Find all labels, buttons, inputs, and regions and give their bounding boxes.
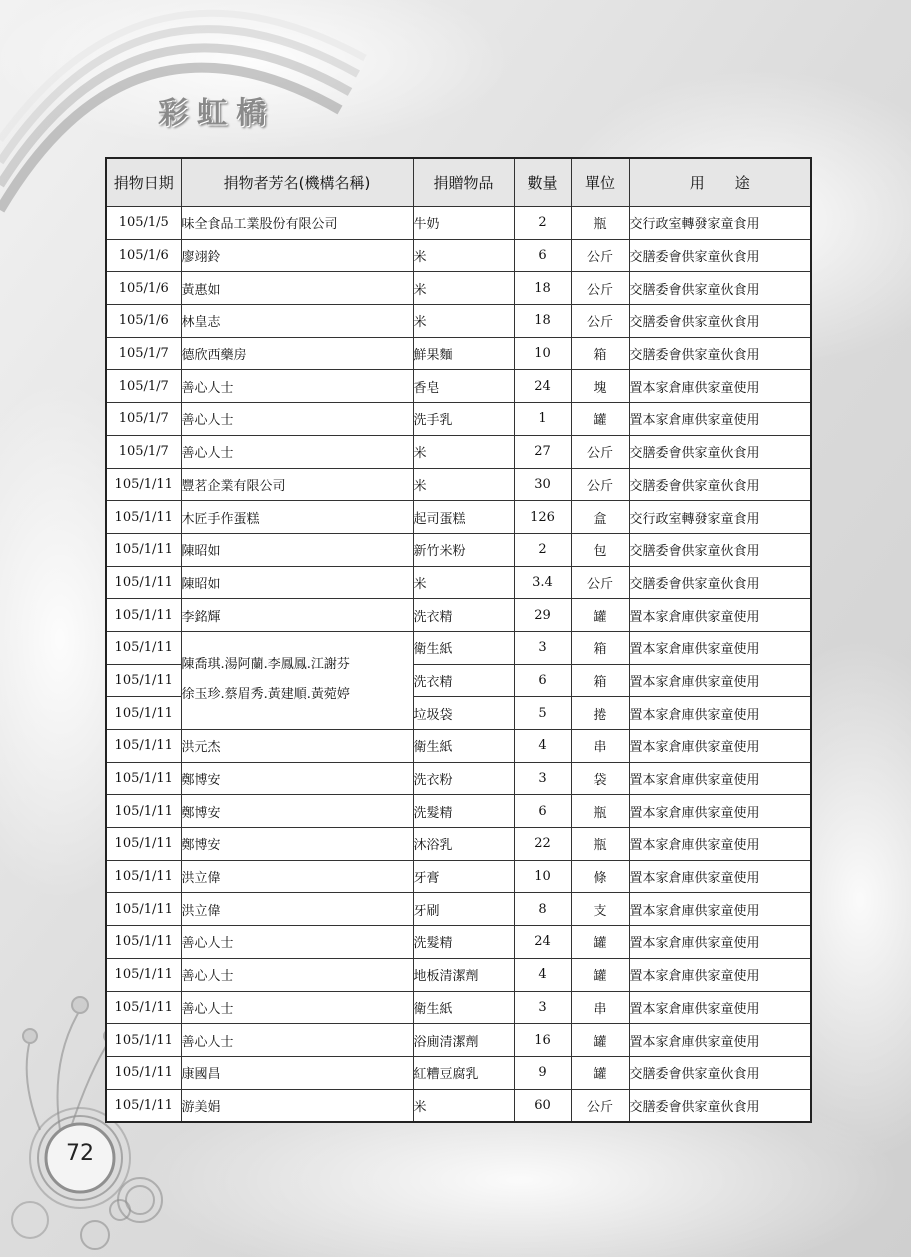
cell-use: 交膳委會供家童伙食用 xyxy=(629,533,811,566)
cell-date: 105/1/7 xyxy=(106,337,181,370)
cell-unit: 捲 xyxy=(571,697,629,730)
cell-quantity: 4 xyxy=(514,958,571,991)
cell-quantity: 24 xyxy=(514,926,571,959)
cell-use: 置本家倉庫供家童使用 xyxy=(629,664,811,697)
column-header-date: 捐物日期 xyxy=(106,158,181,207)
cell-item: 起司蛋糕 xyxy=(413,501,514,534)
cell-use: 交膳委會供家童伙食用 xyxy=(629,1089,811,1122)
cell-item: 米 xyxy=(413,305,514,338)
cell-donor: 游美娟 xyxy=(181,1089,413,1122)
cell-date: 105/1/11 xyxy=(106,795,181,828)
table-row xyxy=(106,1024,811,1057)
cell-unit: 箱 xyxy=(571,337,629,370)
cell-item: 洗衣精 xyxy=(413,664,514,697)
cell-date: 105/1/11 xyxy=(106,860,181,893)
cell-item: 米 xyxy=(413,468,514,501)
cell-item: 米 xyxy=(413,272,514,305)
cell-quantity: 9 xyxy=(514,1056,571,1089)
cell-unit: 瓶 xyxy=(571,207,629,240)
cell-use: 交膳委會供家童伙食用 xyxy=(629,305,811,338)
cell-use: 置本家倉庫供家童使用 xyxy=(629,893,811,926)
cell-use: 置本家倉庫供家童使用 xyxy=(629,958,811,991)
table-row xyxy=(106,795,811,828)
cell-unit: 罐 xyxy=(571,926,629,959)
column-header-quantity: 數量 xyxy=(514,158,571,207)
cell-donor: 鄭博安 xyxy=(181,795,413,828)
cell-unit: 瓶 xyxy=(571,795,629,828)
table-body xyxy=(106,207,811,1123)
cell-item: 衛生紙 xyxy=(413,730,514,763)
page-title: 彩虹橋 xyxy=(158,96,275,131)
cell-quantity: 4 xyxy=(514,730,571,763)
cell-item: 洗手乳 xyxy=(413,403,514,436)
cell-quantity: 18 xyxy=(514,272,571,305)
cell-donor: 善心人士 xyxy=(181,926,413,959)
cell-donor: 康國昌 xyxy=(181,1056,413,1089)
cell-quantity: 6 xyxy=(514,664,571,697)
table-row xyxy=(106,762,811,795)
cell-use: 置本家倉庫供家童使用 xyxy=(629,926,811,959)
cell-date: 105/1/11 xyxy=(106,1056,181,1089)
table-row xyxy=(106,272,811,305)
cell-donor: 善心人士 xyxy=(181,958,413,991)
cell-unit: 支 xyxy=(571,893,629,926)
table-row xyxy=(106,828,811,861)
cell-item: 洗衣精 xyxy=(413,599,514,632)
cell-date: 105/1/11 xyxy=(106,991,181,1024)
cell-use: 置本家倉庫供家童使用 xyxy=(629,403,811,436)
cell-date: 105/1/11 xyxy=(106,697,181,730)
cell-donor: 洪立偉 xyxy=(181,893,413,926)
cell-use: 置本家倉庫供家童使用 xyxy=(629,1024,811,1057)
cell-date: 105/1/6 xyxy=(106,272,181,305)
cell-quantity: 10 xyxy=(514,337,571,370)
cell-unit: 公斤 xyxy=(571,272,629,305)
table-row xyxy=(106,533,811,566)
cell-quantity: 3 xyxy=(514,991,571,1024)
cell-date: 105/1/11 xyxy=(106,1024,181,1057)
cell-unit: 盒 xyxy=(571,501,629,534)
cell-donor: 洪元杰 xyxy=(181,730,413,763)
table-row xyxy=(106,403,811,436)
cell-unit: 公斤 xyxy=(571,1089,629,1122)
cell-donor: 善心人士 xyxy=(181,1024,413,1057)
cell-donor: 林皇志 xyxy=(181,305,413,338)
cell-quantity: 3 xyxy=(514,631,571,664)
cell-use: 交膳委會供家童伙食用 xyxy=(629,435,811,468)
cell-quantity: 10 xyxy=(514,860,571,893)
cell-use: 交膳委會供家童伙食用 xyxy=(629,239,811,272)
cell-donor-group xyxy=(181,631,413,729)
cell-use: 置本家倉庫供家童使用 xyxy=(629,697,811,730)
cell-quantity: 30 xyxy=(514,468,571,501)
cell-item: 牙刷 xyxy=(413,893,514,926)
cell-quantity: 2 xyxy=(514,207,571,240)
donor-group-line-2: 徐玉珍.蔡眉秀.黃建順.黃菀婷 xyxy=(181,687,350,703)
cell-quantity: 29 xyxy=(514,599,571,632)
cell-item: 地板清潔劑 xyxy=(413,958,514,991)
cell-item: 米 xyxy=(413,566,514,599)
cell-quantity: 8 xyxy=(514,893,571,926)
table-row xyxy=(106,958,811,991)
cell-date: 105/1/11 xyxy=(106,664,181,697)
cell-quantity: 6 xyxy=(514,239,571,272)
cell-use: 置本家倉庫供家童使用 xyxy=(629,631,811,664)
cell-quantity: 5 xyxy=(514,697,571,730)
cell-unit: 罐 xyxy=(571,1024,629,1057)
cell-item: 沐浴乳 xyxy=(413,828,514,861)
cell-date: 105/1/11 xyxy=(106,599,181,632)
cell-donor: 善心人士 xyxy=(181,370,413,403)
table-row xyxy=(106,501,811,534)
cell-unit: 瓶 xyxy=(571,828,629,861)
cell-unit: 箱 xyxy=(571,631,629,664)
cell-use: 置本家倉庫供家童使用 xyxy=(629,795,811,828)
cell-date: 105/1/6 xyxy=(106,305,181,338)
column-header-donor: 捐物者芳名(機構名稱) xyxy=(181,158,413,207)
cell-use: 交膳委會供家童伙食用 xyxy=(629,468,811,501)
cell-item: 洗髮精 xyxy=(413,795,514,828)
donation-table xyxy=(105,157,812,1123)
cell-use: 置本家倉庫供家童使用 xyxy=(629,991,811,1024)
cell-use: 置本家倉庫供家童使用 xyxy=(629,860,811,893)
cell-item: 洗髮精 xyxy=(413,926,514,959)
cell-quantity: 126 xyxy=(514,501,571,534)
page-number: 72 xyxy=(66,1141,94,1166)
cell-unit: 箱 xyxy=(571,664,629,697)
cell-use: 交行政室轉發家童食用 xyxy=(629,207,811,240)
cell-item: 衛生紙 xyxy=(413,631,514,664)
table-row xyxy=(106,1056,811,1089)
cell-donor: 李銘輝 xyxy=(181,599,413,632)
cell-quantity: 16 xyxy=(514,1024,571,1057)
table-row xyxy=(106,435,811,468)
cell-unit: 公斤 xyxy=(571,239,629,272)
cell-quantity: 3 xyxy=(514,762,571,795)
cell-date: 105/1/5 xyxy=(106,207,181,240)
table-row xyxy=(106,991,811,1024)
cell-unit: 罐 xyxy=(571,403,629,436)
cell-donor: 廖翊鈴 xyxy=(181,239,413,272)
cell-item: 紅糟豆腐乳 xyxy=(413,1056,514,1089)
column-header-unit: 單位 xyxy=(571,158,629,207)
cell-quantity: 1 xyxy=(514,403,571,436)
cell-item: 米 xyxy=(413,239,514,272)
cell-item: 牛奶 xyxy=(413,207,514,240)
cell-quantity: 22 xyxy=(514,828,571,861)
table-row xyxy=(106,926,811,959)
cell-date: 105/1/6 xyxy=(106,239,181,272)
cell-quantity: 60 xyxy=(514,1089,571,1122)
cell-donor: 鄭博安 xyxy=(181,828,413,861)
table-row xyxy=(106,566,811,599)
cell-date: 105/1/11 xyxy=(106,730,181,763)
table-row xyxy=(106,1089,811,1122)
table-row xyxy=(106,337,811,370)
table-row xyxy=(106,305,811,338)
cell-use: 交膳委會供家童伙食用 xyxy=(629,1056,811,1089)
cell-quantity: 6 xyxy=(514,795,571,828)
table-row xyxy=(106,468,811,501)
table-row xyxy=(106,370,811,403)
cell-unit: 包 xyxy=(571,533,629,566)
cell-date: 105/1/7 xyxy=(106,370,181,403)
cell-item: 香皂 xyxy=(413,370,514,403)
cell-donor: 木匠手作蛋糕 xyxy=(181,501,413,534)
cell-date: 105/1/7 xyxy=(106,435,181,468)
cell-use: 交膳委會供家童伙食用 xyxy=(629,566,811,599)
cell-unit: 串 xyxy=(571,991,629,1024)
cell-unit: 公斤 xyxy=(571,435,629,468)
donor-group-line-1: 陳喬琪.湯阿蘭.李鳳鳳.江謝芬 xyxy=(181,657,350,673)
cell-donor: 陳昭如 xyxy=(181,566,413,599)
cell-unit: 串 xyxy=(571,730,629,763)
cell-use: 置本家倉庫供家童使用 xyxy=(629,828,811,861)
column-header-item: 捐贈物品 xyxy=(413,158,514,207)
cell-donor: 豐茗企業有限公司 xyxy=(181,468,413,501)
table-row xyxy=(106,207,811,240)
cell-quantity: 3.4 xyxy=(514,566,571,599)
cell-donor: 洪立偉 xyxy=(181,860,413,893)
cell-unit: 公斤 xyxy=(571,305,629,338)
cell-item: 米 xyxy=(413,1089,514,1122)
cell-donor: 陳昭如 xyxy=(181,533,413,566)
cell-quantity: 18 xyxy=(514,305,571,338)
cell-item: 米 xyxy=(413,435,514,468)
cell-donor: 黃惠如 xyxy=(181,272,413,305)
cell-donor: 味全食品工業股份有限公司 xyxy=(181,207,413,240)
cell-donor: 善心人士 xyxy=(181,991,413,1024)
cell-date: 105/1/11 xyxy=(106,631,181,664)
table-row xyxy=(106,860,811,893)
cell-donor: 善心人士 xyxy=(181,403,413,436)
cell-date: 105/1/11 xyxy=(106,501,181,534)
cell-item: 浴廁清潔劑 xyxy=(413,1024,514,1057)
cell-date: 105/1/11 xyxy=(106,926,181,959)
table-row xyxy=(106,893,811,926)
cell-date: 105/1/11 xyxy=(106,958,181,991)
cell-unit: 公斤 xyxy=(571,468,629,501)
cell-date: 105/1/11 xyxy=(106,762,181,795)
cell-item: 垃圾袋 xyxy=(413,697,514,730)
cell-date: 105/1/11 xyxy=(106,828,181,861)
cell-donor: 德欣西藥房 xyxy=(181,337,413,370)
cell-date: 105/1/7 xyxy=(106,403,181,436)
cell-unit: 罐 xyxy=(571,958,629,991)
column-header-use: 用 途 xyxy=(629,158,811,207)
cell-unit: 塊 xyxy=(571,370,629,403)
cell-unit: 罐 xyxy=(571,599,629,632)
cell-date: 105/1/11 xyxy=(106,566,181,599)
cell-use: 交膳委會供家童伙食用 xyxy=(629,337,811,370)
cell-use: 交行政室轉發家童食用 xyxy=(629,501,811,534)
table-row xyxy=(106,730,811,763)
cell-quantity: 27 xyxy=(514,435,571,468)
cell-item: 新竹米粉 xyxy=(413,533,514,566)
cell-item: 牙膏 xyxy=(413,860,514,893)
cell-date: 105/1/11 xyxy=(106,893,181,926)
cell-unit: 罐 xyxy=(571,1056,629,1089)
cell-date: 105/1/11 xyxy=(106,468,181,501)
cell-unit: 公斤 xyxy=(571,566,629,599)
cell-use: 置本家倉庫供家童使用 xyxy=(629,762,811,795)
cell-donor: 鄭博安 xyxy=(181,762,413,795)
cell-use: 交膳委會供家童伙食用 xyxy=(629,272,811,305)
table-row xyxy=(106,599,811,632)
cell-use: 置本家倉庫供家童使用 xyxy=(629,599,811,632)
table-header-row xyxy=(106,158,811,207)
cell-quantity: 24 xyxy=(514,370,571,403)
cell-item: 鮮果麵 xyxy=(413,337,514,370)
cell-use: 置本家倉庫供家童使用 xyxy=(629,370,811,403)
table-row xyxy=(106,239,811,272)
cell-use: 置本家倉庫供家童使用 xyxy=(629,730,811,763)
cell-unit: 條 xyxy=(571,860,629,893)
cell-unit: 袋 xyxy=(571,762,629,795)
cell-item: 洗衣粉 xyxy=(413,762,514,795)
cell-donor: 善心人士 xyxy=(181,435,413,468)
cell-quantity: 2 xyxy=(514,533,571,566)
cell-date: 105/1/11 xyxy=(106,533,181,566)
table-row xyxy=(106,631,811,664)
cell-date: 105/1/11 xyxy=(106,1089,181,1122)
cell-item: 衛生紙 xyxy=(413,991,514,1024)
